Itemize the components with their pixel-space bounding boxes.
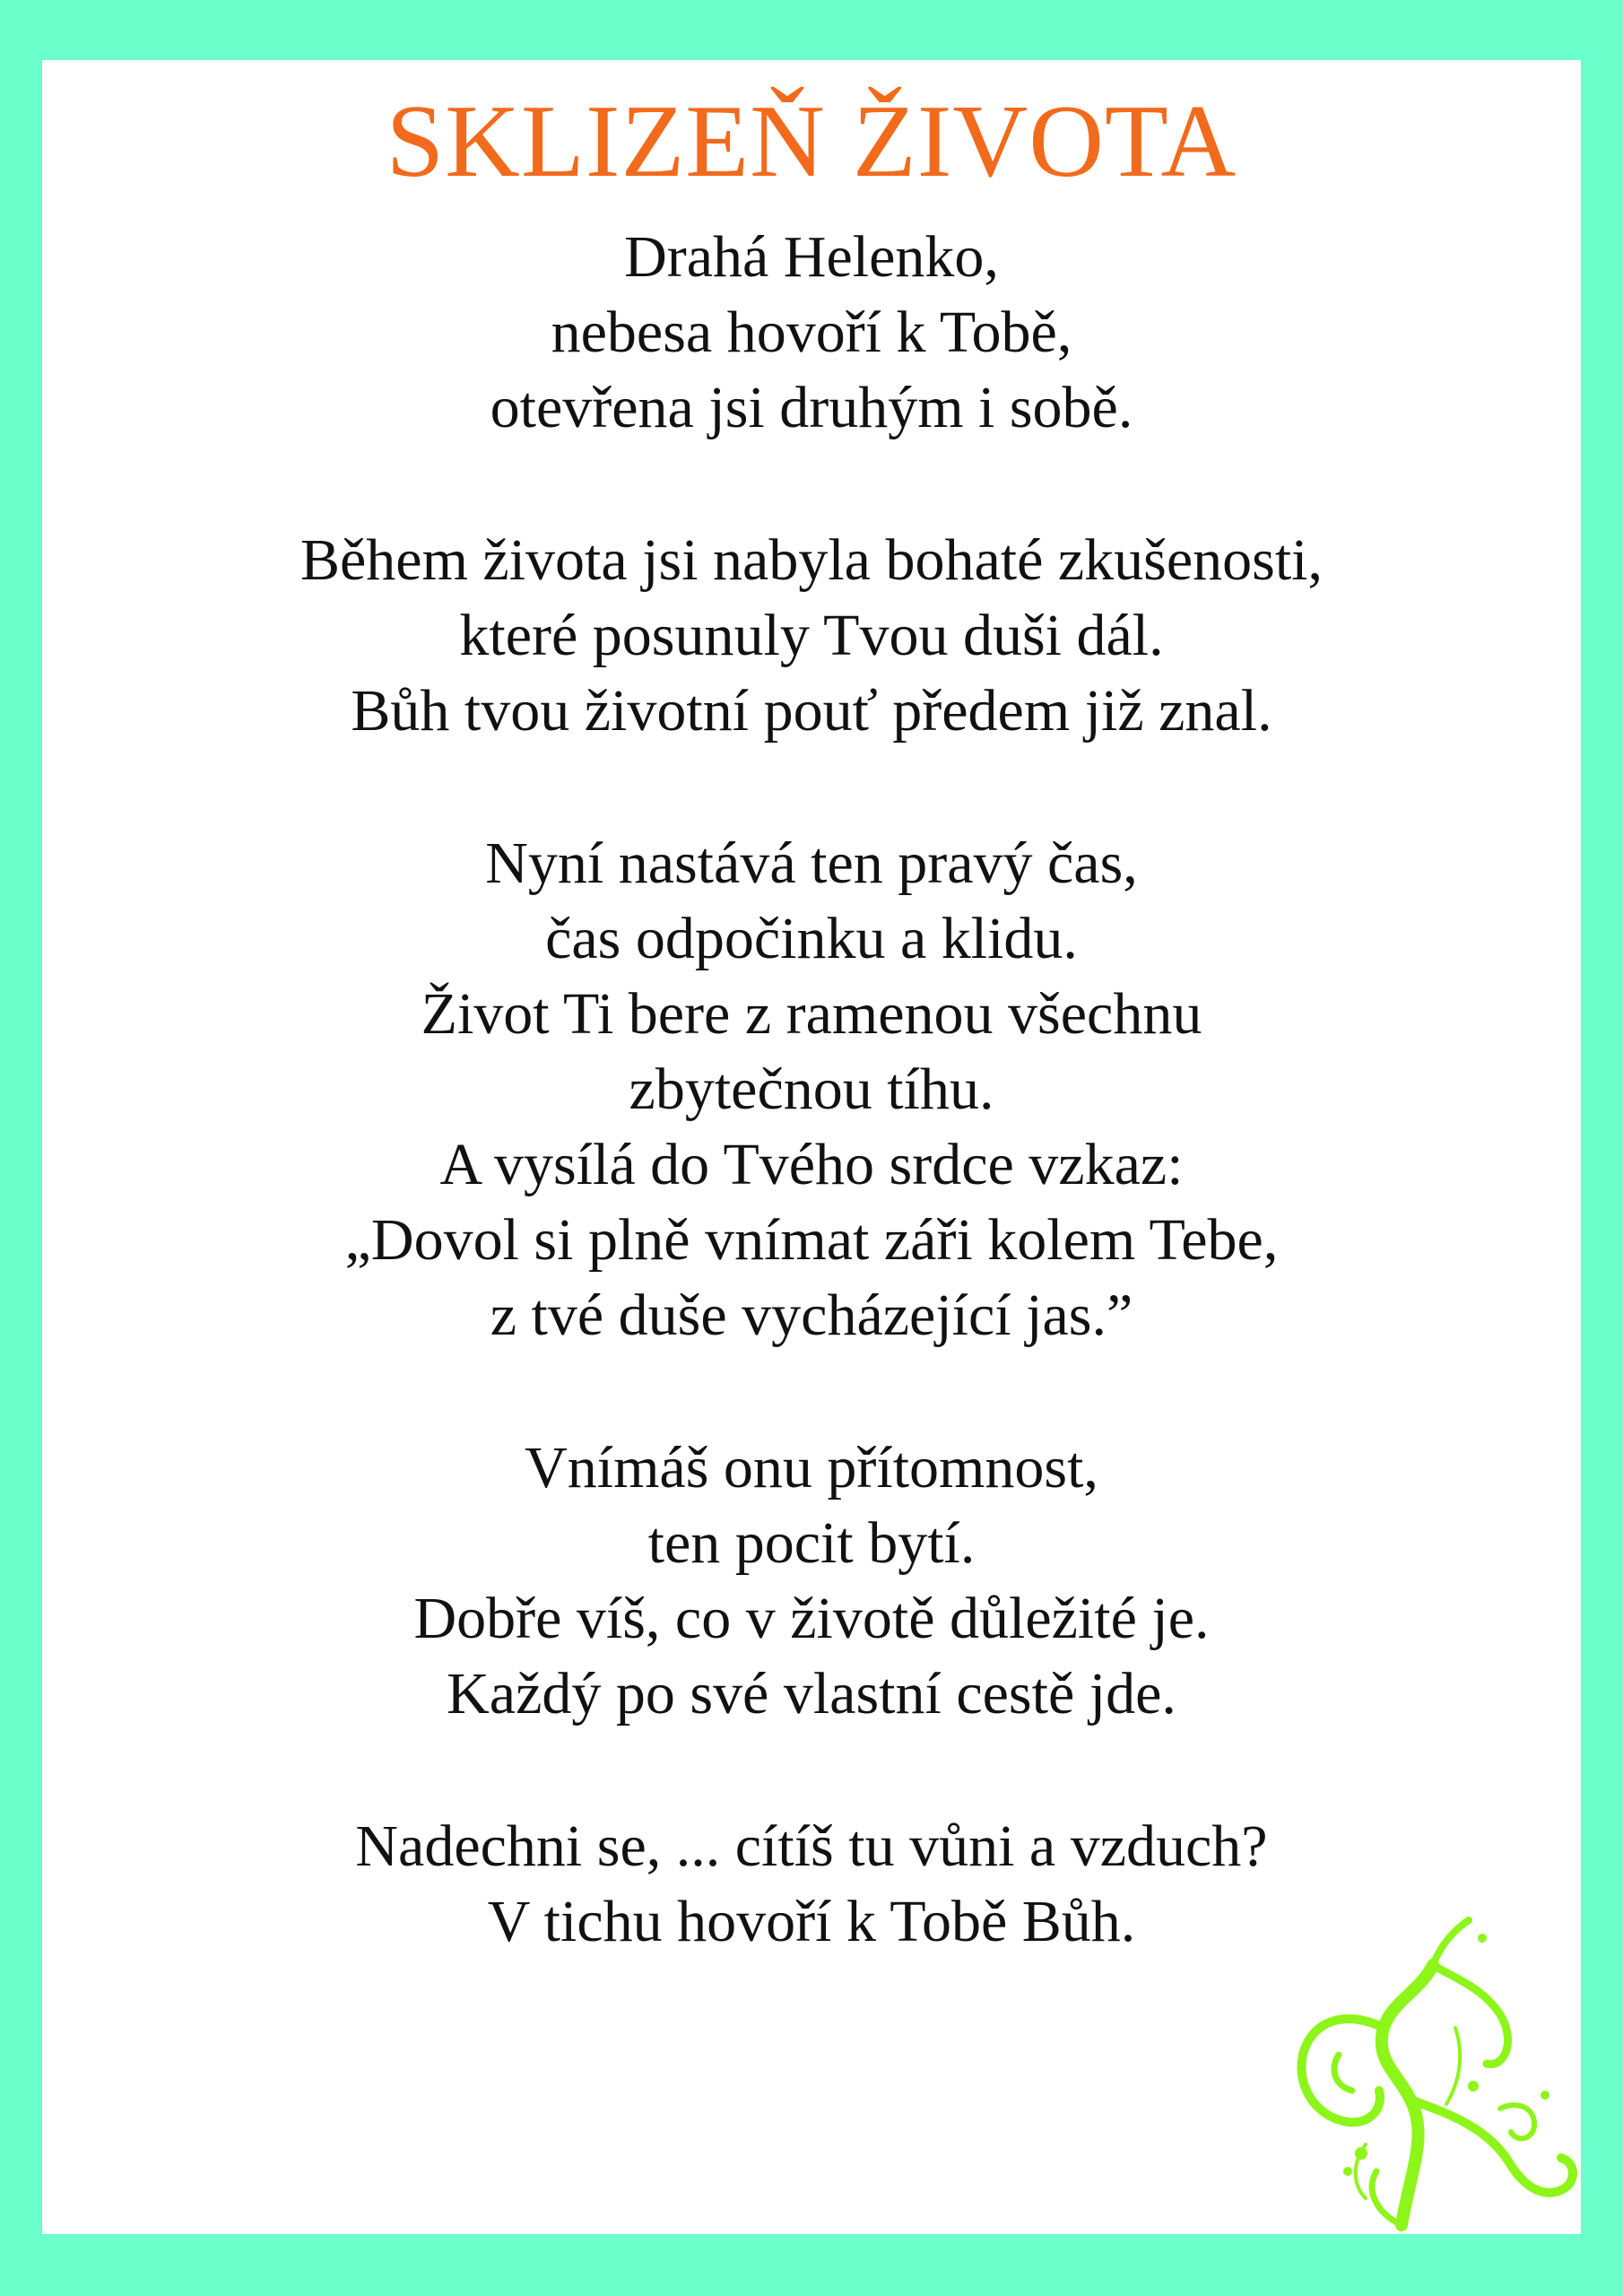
poem-line: V tichu hovoří k Tobě Bůh.	[487, 1889, 1136, 1954]
poem-line: Během života jsi nabyla bohaté zkušenosti,	[299, 527, 1324, 593]
stanza	[42, 220, 1581, 446]
poem-card	[42, 60, 1581, 2234]
stanza	[42, 1431, 1581, 1732]
poem-line: Život Ti bere z ramenou všechnu	[421, 981, 1202, 1047]
poem-title: SKLIZEŇ ŽIVOTA	[386, 84, 1237, 199]
stanza	[42, 523, 1581, 749]
poem-line: Vnímáš onu přítomnost,	[525, 1435, 1098, 1500]
poem-line: Drahá Helenko,	[624, 224, 999, 290]
poem-line: ten pocit bytí.	[647, 1510, 976, 1576]
poem-line: Bůh tvou životní pouť předem již znal.	[351, 678, 1272, 744]
poem-line: A vysílá do Tvého srdce vzkaz:	[439, 1132, 1184, 1197]
poem-line: Nyní nastává ten pravý čas,	[485, 831, 1138, 896]
poem-line: „Dovol si plně vnímat záři kolem Tebe,	[344, 1207, 1279, 1273]
poem-line: čas odpočinku a klidu.	[545, 906, 1078, 971]
poem-line: zbytečnou tíhu.	[629, 1057, 994, 1122]
stanza	[42, 826, 1581, 1353]
poem-line: Dobře víš, co v životě důležité je.	[413, 1586, 1210, 1651]
poem-line: Nadechni se, ... cítíš tu vůni a vzduch?	[355, 1813, 1268, 1879]
floral-swirl-icon	[1276, 1902, 1581, 2234]
poem-line: které posunuly Tvou duši dál.	[459, 603, 1164, 668]
poem-line: otevřena jsi druhým i sobě.	[490, 375, 1133, 440]
poem-body	[42, 220, 1581, 1960]
poem-line: nebesa hovoří k Tobě,	[551, 300, 1072, 365]
poem-line: z tvé duše vycházející jas.”	[490, 1283, 1133, 1348]
poem-line: Každý po své vlastní cestě jde.	[447, 1661, 1176, 1726]
